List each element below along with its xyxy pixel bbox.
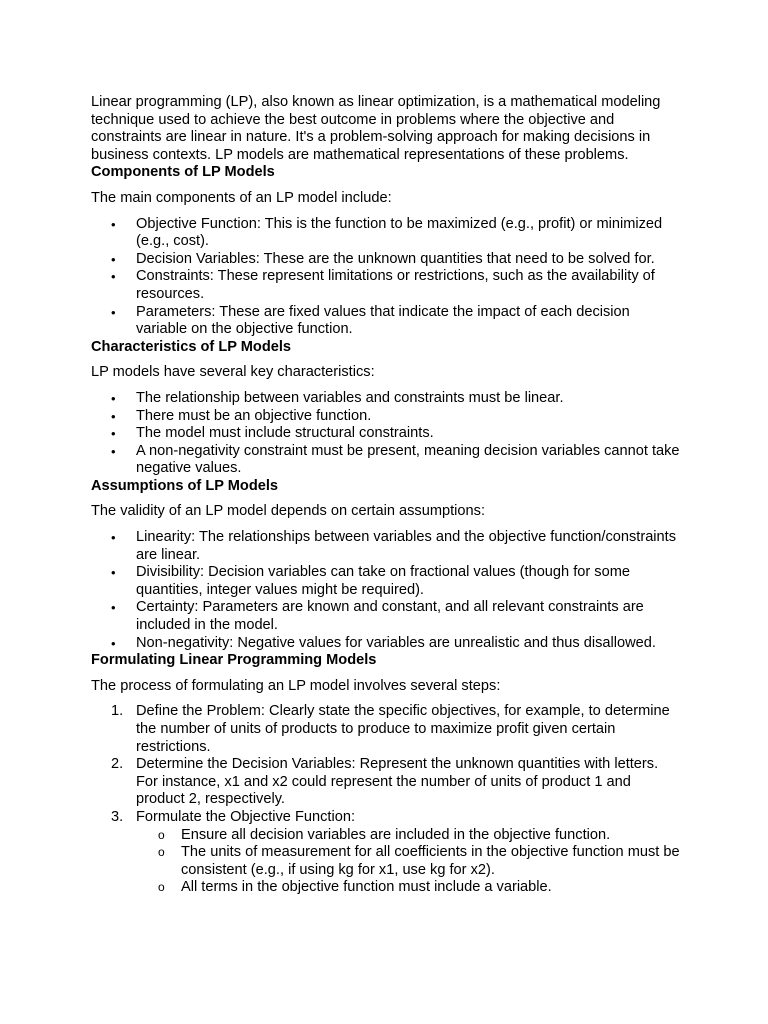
list-item: • The relationship between variables and constraints must be linear.	[91, 390, 681, 408]
list-item: • Divisibility: Decision variables can take on fractional values (though for some quantities, integer values might be required).	[91, 564, 681, 599]
bullet-list	[91, 390, 681, 478]
section-heading: Formulating Linear Programming Models	[91, 652, 377, 669]
section-formulating	[91, 652, 681, 897]
step-text: Define the Problem: Clearly state the specific objectives, for example, to determine the number of units of products to produce to maximize profit given certain restrictions.	[136, 703, 670, 755]
sub-list-item: o Ensure all decision variables are included in the objective function.	[136, 827, 681, 845]
list-item: • Linearity: The relationships between variables and the objective function/constraints are linear.	[91, 529, 681, 564]
section-lead: The validity of an LP model depends on certain assumptions:	[91, 503, 485, 520]
section-lead: The process of formulating an LP model involves several steps:	[91, 677, 501, 694]
section-assumptions	[91, 478, 681, 652]
sub-list	[136, 827, 681, 897]
numbered-list	[91, 703, 681, 897]
section-lead: The main components of an LP model include:	[91, 189, 392, 206]
step-text: Determine the Decision Variables: Represent the unknown quantities with letters. For instance, x1 and x2 could represent the number of units of product 1 and product 2, respectively.	[136, 756, 659, 808]
step-item	[91, 809, 681, 897]
list-item: • Decision Variables: These are the unknown quantities that need to be solved for.	[91, 251, 681, 269]
bullet-list	[91, 529, 681, 652]
list-item: • Objective Function: This is the function to be maximized (e.g., profit) or minimized (e.g., cost).	[91, 216, 681, 251]
sub-list-item: o All terms in the objective function must include a variable.	[136, 879, 681, 897]
list-item: • There must be an objective function.	[91, 408, 681, 426]
section-heading: Assumptions of LP Models	[91, 477, 279, 494]
bullet-list	[91, 216, 681, 339]
step-number: 3.	[111, 808, 124, 825]
list-item: • A non-negativity constraint must be present, meaning decision variables cannot take negative values.	[91, 443, 681, 478]
section-characteristics	[91, 339, 681, 478]
sub-list-item: o The units of measurement for all coefficients in the objective function must be consistent (e.g., if using kg for x1, use kg for x2).	[136, 844, 681, 879]
step-item	[91, 756, 681, 809]
list-item: • Certainty: Parameters are known and constant, and all relevant constraints are included in the model.	[91, 599, 681, 634]
intro-paragraph: Linear programming (LP), also known as linear optimization, is a mathematical modeling technique used to achieve the best outcome in problems where the objective and constraints are linear in nature. It's a problem-solving approach for making decisions in business contexts. LP models are mathematical representations of these problems.	[91, 94, 661, 163]
step-number: 2.	[111, 756, 124, 773]
step-number: 1.	[111, 703, 124, 720]
section-heading: Components of LP Models	[91, 164, 275, 181]
section-lead: LP models have several key characteristics:	[91, 364, 375, 381]
list-item: • Non-negativity: Negative values for variables are unrealistic and thus disallowed.	[91, 635, 681, 653]
section-components	[91, 164, 681, 338]
document-page	[91, 94, 681, 897]
step-text: Formulate the Objective Function:	[136, 808, 356, 825]
list-item: • The model must include structural constraints.	[91, 425, 681, 443]
list-item: • Parameters: These are fixed values that indicate the impact of each decision variable on the objective function.	[91, 304, 681, 339]
step-item	[91, 703, 681, 756]
list-item: • Constraints: These represent limitations or restrictions, such as the availability of resources.	[91, 268, 681, 303]
section-heading: Characteristics of LP Models	[91, 338, 292, 355]
